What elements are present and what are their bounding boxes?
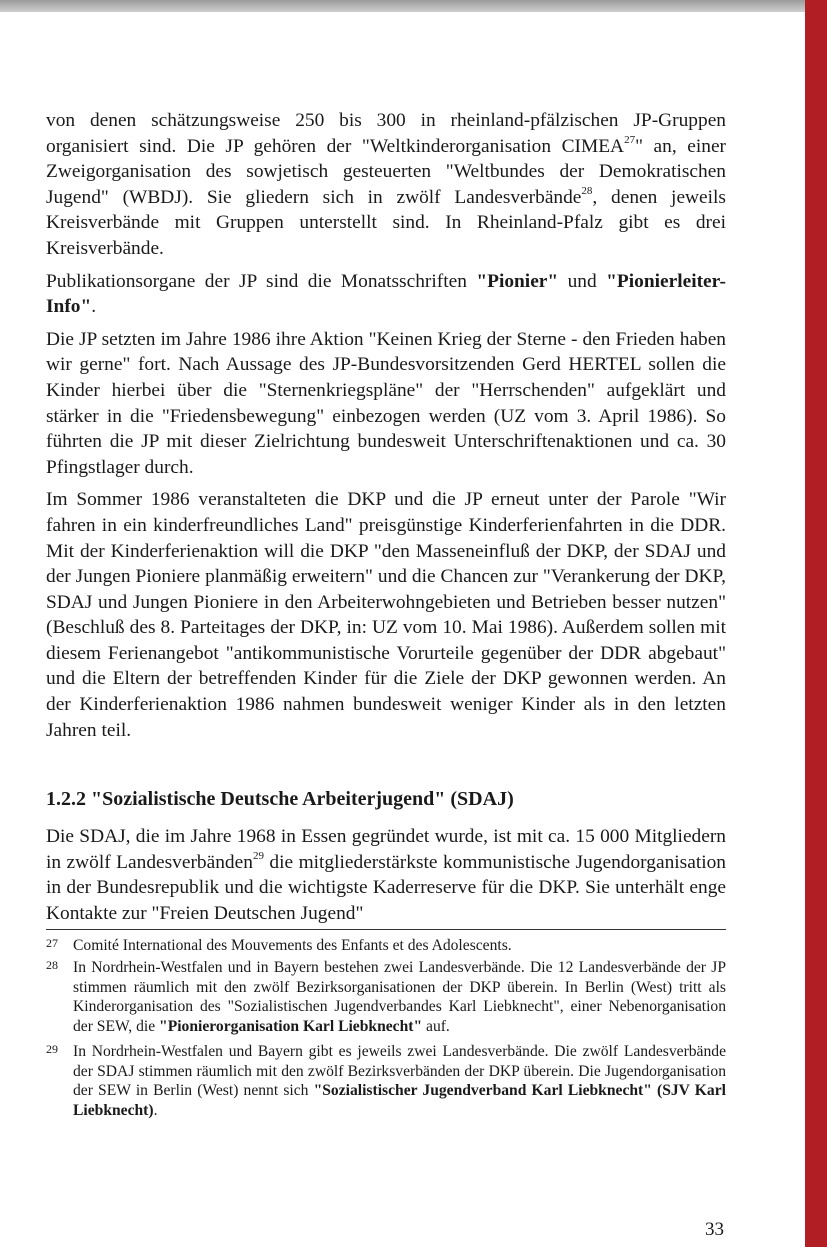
footnote-text: [73, 958, 726, 1036]
footnote-text: Comité International des Mouvements des Enfants et des Adolescents.: [73, 936, 512, 954]
footnote-bold-name: "Sozialistischer Jugendverband Karl Liebknecht" (SJV Karl Liebknecht): [73, 1082, 726, 1119]
red-edge-band: [805, 0, 827, 1247]
paragraph-publications: [46, 269, 726, 320]
page-number: 33: [705, 1219, 724, 1240]
paragraph-text: .: [91, 296, 97, 318]
footnote-ref-27: 27: [624, 134, 636, 147]
footnote-text-part: In Nordrhein-Westfalen und in Bayern bestehen zwei Landesverbände. Die 12 Landesverbände der JP stimmen räumlich mit den zwölf Bezirksorganisationen der DKP überein. In Berlin (West) tritt als Kinderorganisation des "Sozialistischen Jugendverbandes Karl Liebknecht", einer Nebenorganisation der SEW, die: [73, 959, 726, 1035]
paragraph-sdaj: [46, 824, 726, 926]
footnotes: [46, 936, 726, 1121]
page-content: [46, 108, 726, 1123]
footnote-28: [46, 958, 726, 1036]
footnote-text-part: auf.: [422, 1017, 450, 1035]
paragraph-text: Die SDAJ, die im Jahre 1968 in Essen gegründet wurde, ist mit ca. 15 000 Mitgliedern in zwölf Landesverbänden: [46, 826, 726, 873]
footnote-divider: [46, 929, 726, 930]
footnote-number: 27: [46, 935, 58, 950]
footnote-text-part: .: [153, 1101, 158, 1119]
paragraph-kinderferien: Im Sommer 1986 veranstalteten die DKP und die JP erneut unter der Parole "Wir fahren in ein kinderfreundliches Land" preisgünstige Kinderferienfahrten in die DDR. Mit der Kinderferienaktion will die DKP "den Masseneinfluß der DKP, der SDAJ und der Jungen Pioniere planmäßig erweitern" und die Chancen zur "Verankerung der DKP, SDAJ und Jungen Pioniere in den Arbeiterwohngebieten und Betrieben besser nutzen" (Beschluß des 8. Parteitages der DKP, in: UZ vom 10. Mai 1986). Außerdem sollen mit diesem Ferienangebot "antikommunistische Vorurteile gegenüber der DDR abgebaut" und die Eltern der betreffenden Kinder für die Ziele der DKP gewonnen werden. An der Kinderferienaktion 1986 nahmen bundesweit weniger Kinder als in den letzten Jahren teil.: [46, 489, 726, 741]
paragraph-text: Publikationsorgane der JP sind die Monatsschriften: [46, 270, 477, 292]
paragraph-jp-organisation: [46, 108, 726, 262]
paragraph-text: und: [558, 270, 607, 292]
section-heading-sdaj: 1.2.2 "Sozialistische Deutsche Arbeiterjugend" (SDAJ): [46, 788, 514, 811]
footnote-27: [46, 936, 726, 956]
publication-pionier: "Pionier": [476, 270, 559, 292]
paragraph-aktion-1986: Die JP setzten im Jahre 1986 ihre Aktion "Keinen Krieg der Sterne - den Frieden haben wir gerne" fort. Nach Aussage des JP-Bundesvorsitzenden Gerd HERTEL sollen die Kinder hierbei über die "Sternenkriegspläne" der "Herrschenden" aufgeklärt und stärker in die "Friedensbewegung" einbezogen werden (UZ vom 3. April 1986). So führten die JP mit dieser Zielrichtung bundesweit Unterschriftenaktionen und ca. 30 Pfingstlager durch.: [46, 328, 726, 478]
footnote-29: [46, 1042, 726, 1120]
footnote-ref-28: 28: [581, 185, 593, 198]
paragraph-text: " an, einer Zweigorganisation des sowjetisch gesteuerten "Weltbundes der Demokratischen Jugend" (WBDJ). Sie gliedern sich in zwölf Landesverbände: [46, 135, 727, 208]
paragraph-text: , denen jeweils Kreisverbände mit Gruppen unterstellt sind. In Rheinland-Pfalz gibt es drei Kreisverbände.: [46, 186, 726, 259]
footnote-ref-29: 29: [252, 850, 264, 863]
paragraph-text: von denen schätzungsweise 250 bis 300 in rheinland-pfälzischen JP-Gruppen organisiert sind. Die JP gehören der "Weltkinderorganisation CIMEA: [46, 110, 726, 157]
publication-pionierleiter-info: "Pionierleiter-Info": [46, 270, 726, 318]
footnote-bold-name: "Pionierorganisation Karl Liebknecht": [159, 1017, 423, 1035]
footnote-number: 29: [46, 1042, 58, 1057]
footnote-text-part: In Nordrhein-Westfalen und Bayern gibt es jeweils zwei Landesverbände. Die zwölf Landesverbände der SDAJ stimmen räumlich mit den zwölf Bezirksverbänden der DKP überein. Die Jugendorganisation der SEW in Berlin (West) nennt sich: [73, 1043, 726, 1100]
paragraph-text: die mitgliederstärkste kommunistische Jugendorganisation in der Bundesrepublik und die wichtigste Kaderreserve für die DKP. Sie unterhält enge Kontakte zur "Freien Deutschen Jugend": [46, 851, 726, 925]
footnote-number: 28: [46, 958, 58, 973]
scan-top-edge: [0, 0, 827, 12]
footnote-text: [73, 1042, 726, 1120]
